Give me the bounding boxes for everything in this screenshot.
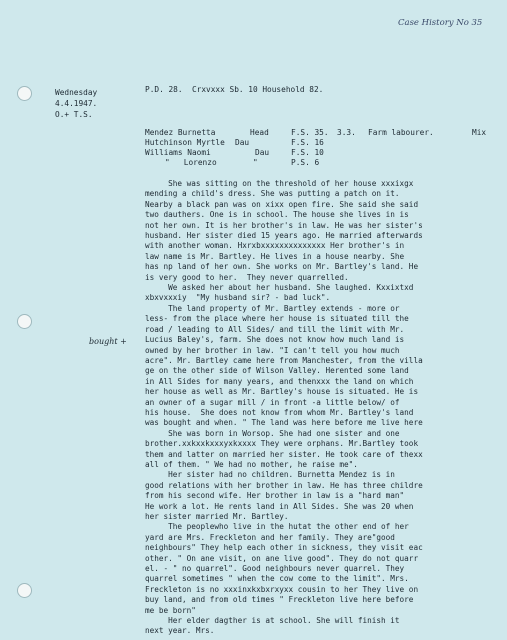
narrative-line: The peoplewho live in the hutat the other end of her (145, 522, 409, 532)
narrative-line: her sister married Mr. Bartley. (145, 512, 289, 521)
narrative-line: buy land, and from old times " Freckleton live here before (145, 595, 414, 605)
narrative-line: from his second wife. Her brother in law is a "hard man" (145, 491, 405, 501)
member-name: Hutchinson Myrtle (145, 138, 225, 147)
narrative-line: is very good to her. They never quarrelled. (145, 272, 349, 282)
narrative-line: yard are Mrs. Freckleton and her family. They are"good (145, 532, 395, 542)
narrative-text (145, 179, 495, 637)
narrative-line: She was born in Worsop. She had one sister and one (145, 428, 400, 438)
date-initials: O.+ T.S. (55, 110, 93, 119)
narrative-line: Lucius Baley's, farm. She does not know how much land is (145, 335, 405, 345)
punch-hole (17, 583, 32, 598)
member-code: F.S. 10 (291, 148, 324, 157)
narrative-line: The land property of Mr. Bartley extends - more or (145, 303, 400, 313)
narrative-line: all of them. " We had no mother, he raise me". (145, 459, 358, 469)
narrative-line: me be born" (145, 605, 196, 615)
narrative-line: his house. She does not know from whom Mr. Bartley's land (145, 407, 414, 417)
member-relation: Dau (235, 138, 250, 147)
narrative-line: el. - " no quarrel". Good neighbours never quarrel. They (145, 564, 405, 574)
narrative-line: She was sitting on the threshold of her house xxxixgx (145, 179, 414, 188)
narrative-line: Freckleton is no xxxinxkxbxrxyxx cousin to her They live on (145, 584, 419, 594)
member-code: F.S. 16 (291, 138, 324, 147)
narrative-line: acre". Mr. Bartley came here from Manchester, from the villa (145, 355, 423, 365)
member-occupation: Farm labourer. (368, 128, 434, 137)
member-name: Williams Naomi (145, 148, 211, 157)
record-line: P.D. 28. Crxvxxx Sb. 10 Household 82. (145, 85, 324, 94)
narrative-line: was bought and when. " The land was here before me live here (145, 418, 423, 428)
narrative-line: not her own. It is her brother's in law. He was her sister's (145, 220, 423, 230)
narrative-line: law name is Mr. Bartley. He lives in a house nearby. She (145, 251, 405, 261)
narrative-line: has np land of her own. She works on Mr. Bartley's land. He (145, 262, 419, 272)
narrative-line: in All Sides for many years, and thenxxx the land on which (145, 376, 414, 386)
member-relation: Head (250, 128, 269, 137)
date-value: 4.4.1947. (55, 99, 98, 108)
date-day: Wednesday (55, 88, 98, 97)
narrative-line: Her elder dagther is at school. She will finish it (145, 616, 400, 626)
narrative-line: He work a lot. He rents land in All Sides. She was 20 when (145, 501, 414, 511)
punch-hole (17, 86, 32, 101)
member-code: P.S. 6 (291, 158, 320, 167)
narrative-line: xbxvxxxiy "My husband sir? - bad luck". (145, 293, 331, 303)
member-relation: Dau (255, 148, 270, 157)
member-name: " Lorenzo (165, 158, 217, 167)
member-name: Mendez Burnetta (145, 128, 216, 137)
narrative-line: Her sister had no children. Burnetta Mendez is in (145, 470, 395, 480)
narrative-line: owned by her brother in law. "I can't tell you how much (145, 345, 400, 355)
narrative-line: Nearby a black pan was on xixx open fire. She said she said (145, 199, 419, 209)
narrative-line: next year. Mrs. (145, 626, 215, 636)
narrative-line: other. " On ane visit, on ane live good". They do not quarr (145, 553, 419, 563)
narrative-line: less- from the place where her house is situated till the (145, 314, 409, 324)
narrative-line: quarrel sometimes " when the cow come to the limit". Mrs. (145, 574, 409, 584)
narrative-line: an owner of a sugar mill / in front -a little below/ of (145, 397, 400, 407)
member-extra: 3.3. (337, 128, 356, 137)
member-code: F.S. 35. (291, 128, 329, 137)
narrative-line: two dauthers. One is in school. The house she lives in is (145, 210, 409, 220)
punch-hole (17, 314, 32, 329)
member-relation: " (253, 158, 258, 167)
narrative-line: mending a child's dress. She was putting a patch on it. (145, 189, 400, 199)
member-tag: Mix (472, 128, 487, 137)
narrative-line: ge on the other side of Wilson Valley. Herented some land (145, 366, 409, 376)
narrative-line: neighbours" They help each other in sickness, they visit eac (145, 543, 423, 553)
narrative-line: good relations with her brother in law. He has three childre (145, 480, 423, 490)
margin-note: bought + (89, 337, 127, 346)
narrative-line: brother.xxkxxkxxxyxkxxxx They were orphans. Mr.Bartley took (145, 439, 419, 449)
narrative-line: We asked her about her husband. She laughed. Kxxixtxd (145, 283, 414, 293)
narrative-line: husband. Her sister died 15 years ago. He married afterwards (145, 231, 423, 241)
case-history-label: Case History No 35 (398, 18, 483, 28)
narrative-line: with another woman. Hxrxbxxxxxxxxxxxxxx Her brother's in (145, 241, 405, 251)
narrative-line: them and latter on married her sister. He took care of thexx (145, 449, 423, 459)
narrative-line: her house as well as Mr. Bartley's house is situated. He is (145, 387, 419, 397)
narrative-line: road / leading to All Sides/ and till the limit with Mr. (145, 324, 405, 334)
